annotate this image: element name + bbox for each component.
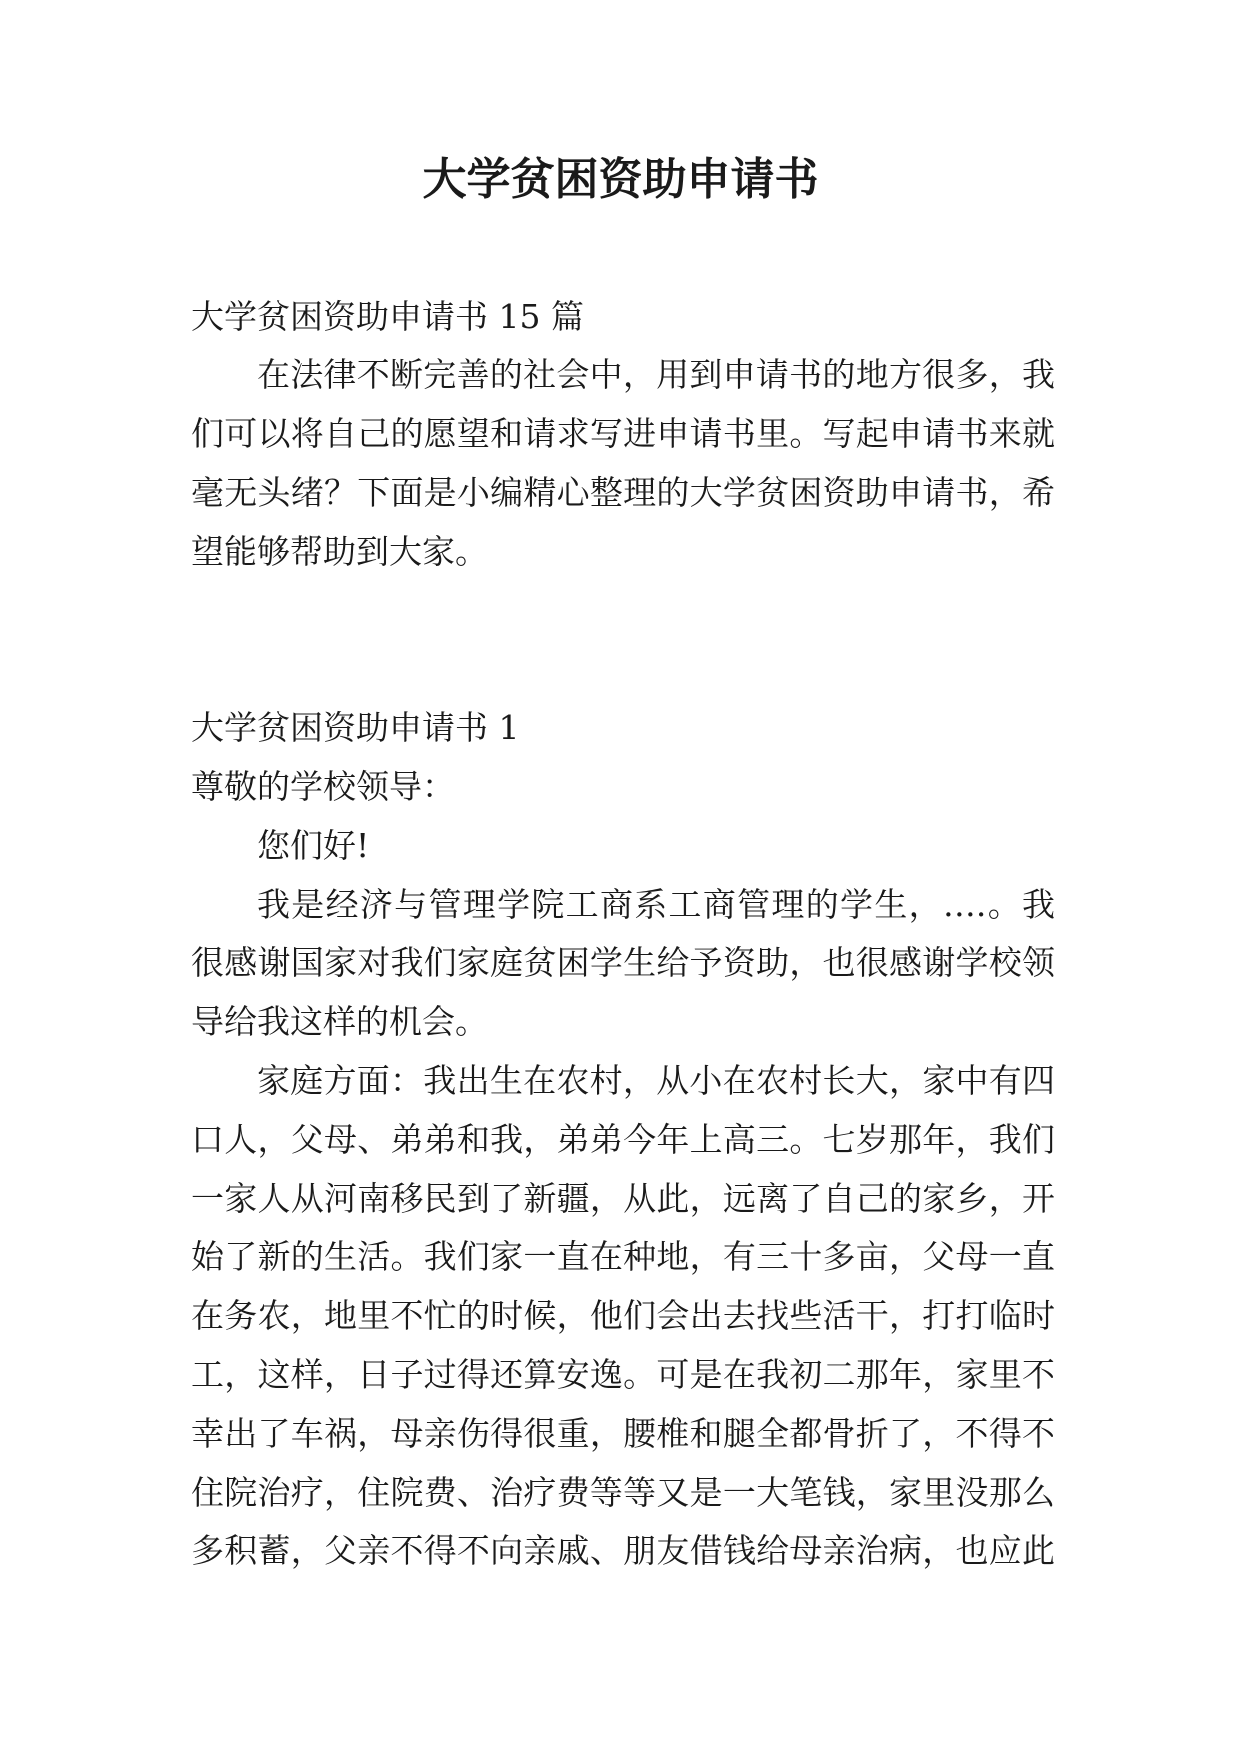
paragraph-line: 住院治疗，住院费、治疗费等等又是一大笔钱，家里没那么	[191, 1472, 1055, 1512]
paragraph-line: 一家人从河南移民到了新疆，从此，远离了自己的家乡，开	[191, 1178, 1055, 1218]
paragraph-line: 望能够帮助到大家。	[191, 531, 488, 571]
section-heading: 大学贫困资助申请书 1	[191, 708, 520, 748]
paragraph-line: 在法律不断完善的社会中，用到申请书的地方很多，我	[257, 355, 1055, 395]
salutation: 尊敬的学校领导：	[191, 766, 455, 806]
document-title: 大学贫困资助申请书	[422, 154, 819, 205]
blank-line	[191, 640, 1055, 699]
paragraph-line: 多积蓄，父亲不得不向亲戚、朋友借钱给母亲治病，也应此	[191, 1531, 1055, 1571]
paragraph-line: 工，这样，日子过得还算安逸。可是在我初二那年，家里不	[191, 1354, 1055, 1394]
paragraph-line: 我是经济与管理学院工商系工商管理的学生，….。我	[257, 884, 1055, 924]
paragraph-line: 家庭方面：我出生在农村，从小在农村长大，家中有四	[257, 1060, 1055, 1100]
paragraph-line: 们可以将自己的愿望和请求写进申请书里。写起申请书来就	[191, 414, 1055, 454]
paragraph-line: 毫无头绪？下面是小编精心整理的大学贫困资助申请书，希	[191, 472, 1055, 512]
paragraph-line: 口人，父母、弟弟和我，弟弟今年上高三。七岁那年，我们	[191, 1119, 1055, 1159]
paragraph-line: 始了新的生活。我们家一直在种地，有三十多亩，父母一直	[191, 1237, 1055, 1277]
paragraph-line: 在务农，地里不忙的时候，他们会出去找些活干，打打临时	[191, 1296, 1055, 1336]
paragraph-line: 幸出了车祸，母亲伤得很重，腰椎和腿全都骨折了，不得不	[191, 1413, 1055, 1453]
document-body	[191, 288, 1055, 1582]
greeting: 您们好!	[257, 825, 370, 865]
paragraph-line: 导给我这样的机会。	[191, 1002, 488, 1042]
paragraph-line: 很感谢国家对我们家庭贫困学生给予资助，也很感谢学校领	[191, 943, 1055, 983]
collection-heading: 大学贫困资助申请书 15 篇	[191, 296, 584, 336]
blank-line	[191, 582, 1055, 641]
